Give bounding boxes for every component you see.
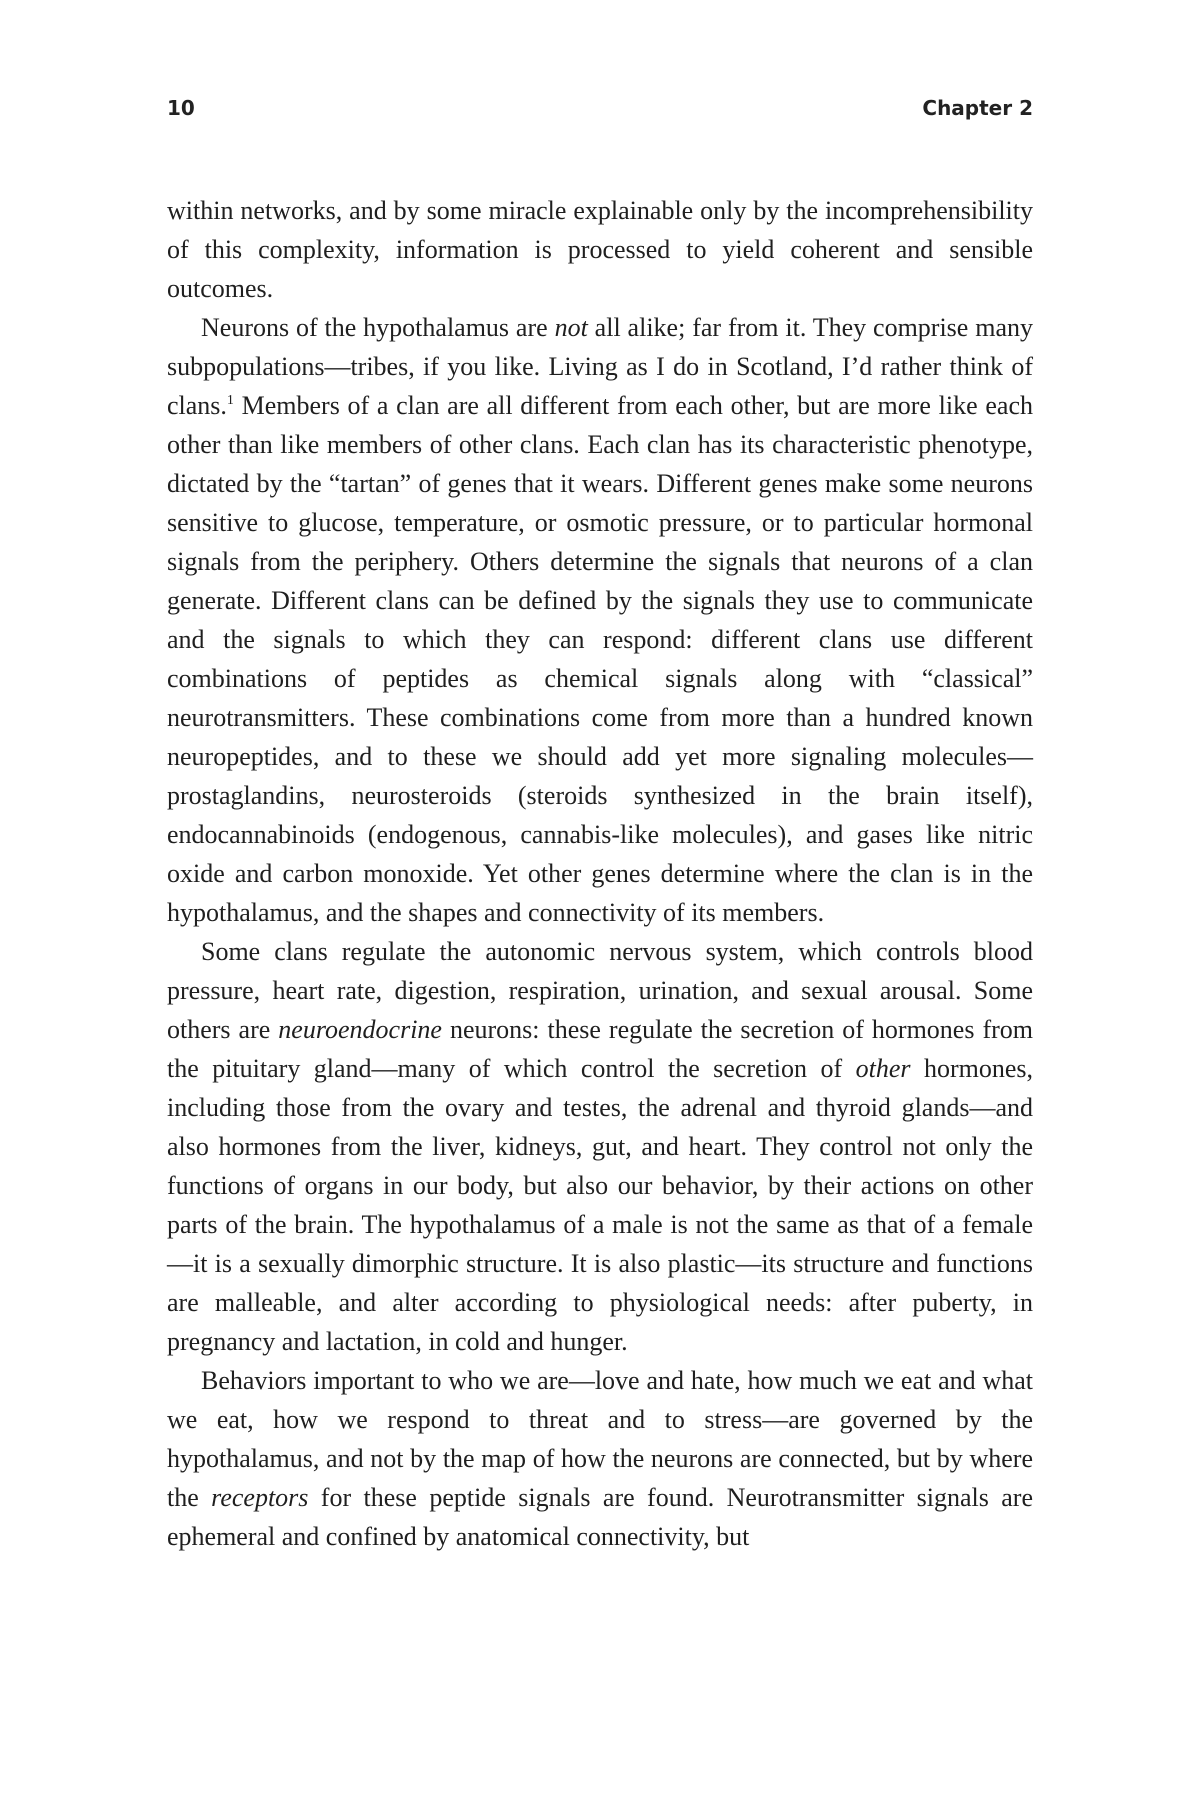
paragraph-2 <box>167 308 1033 932</box>
paragraph-4-emphasis-receptors: receptors <box>211 1483 309 1512</box>
paragraph-3-text-b: neurons: these regulate the secretion of hormones from the pituitary gland—many of which control the secretion of <box>167 1015 1033 1083</box>
paragraph-2-text-b: all alike; far from it. They comprise many subpopulations—tribes, if you like. Living as I do in Scotland, I’d rather think of clans. <box>167 313 1033 420</box>
paragraph-4-text-b: for these peptide signals are found. Neurotransmitter signals are ephemeral and confined by anatomical connectivity, but <box>167 1483 1033 1551</box>
footnote-marker-1: 1 <box>226 393 234 408</box>
paragraph-1 <box>167 191 1033 308</box>
paragraph-3-text-a: Some clans regulate the autonomic nervous system, which controls blood pressure, heart rate, digestion, respiration, urination, and sexual arousal. Some others are <box>167 937 1033 1044</box>
paragraph-4-text-a: Behaviors important to who we are—love and hate, how much we eat and what we eat, how we respond to threat and to stress—are governed by the hypothalamus, and not by the map of how the neurons are connected, but by where the <box>167 1366 1033 1512</box>
body-text <box>167 191 1033 1556</box>
chapter-title: Chapter 2 <box>922 96 1033 120</box>
paragraph-4 <box>167 1361 1033 1556</box>
running-head <box>167 96 1033 126</box>
paragraph-3-emphasis-other: other <box>855 1054 911 1083</box>
paragraph-3-text-c: hormones, including those from the ovary and testes, the adrenal and thyroid glands—and also hormones from the liver, kidneys, gut, and heart. They control not only the functions of organs in our body, but also our behavior, by their actions on other parts of the brain. The hypothalamus of a male is not the same as that of a female—it is a sexually dimorphic structure. It is also plastic—its structure and functions are malleable, and alter according to physiological needs: after puberty, in pregnancy and lactation, in cold and hunger. <box>167 1054 1033 1356</box>
paragraph-3 <box>167 932 1033 1361</box>
paragraph-2-text-c: Members of a clan are all different from each other, but are more like each other than like members of other clans. Each clan has its characteristic phenotype, dictated by the “tartan” of genes that it wears. Different genes make some neurons sensitive to glucose, temperature, or osmotic pressure, or to particular hormonal signals from the periphery. Others determine the signals that neurons of a clan generate. Different clans can be defined by the signals they use to communicate and the signals to which they can respond: different clans use different combinations of peptides as chemical signals along with “classical” neurotransmitters. These combinations come from more than a hundred known neuropeptides, and to these we should add yet more signaling molecules—prostaglandins, neurosteroids (steroids synthesized in the brain itself), endocannabinoids (endogenous, cannabis-like molecules), and gases like nitric oxide and carbon monoxide. Yet other genes determine where the clan is in the hypothalamus, and the shapes and connectivity of its members. <box>167 391 1033 927</box>
paragraph-2-text-a: Neurons of the hypothalamus are <box>201 313 555 342</box>
page-number: 10 <box>167 96 195 120</box>
paragraph-1-text: within networks, and by some miracle explainable only by the incomprehensibility of this complexity, information is processed to yield coherent and sensible outcomes. <box>167 196 1033 303</box>
paragraph-2-emphasis-not: not <box>554 313 588 342</box>
paragraph-3-emphasis-neuroendocrine: neuroendocrine <box>278 1015 442 1044</box>
